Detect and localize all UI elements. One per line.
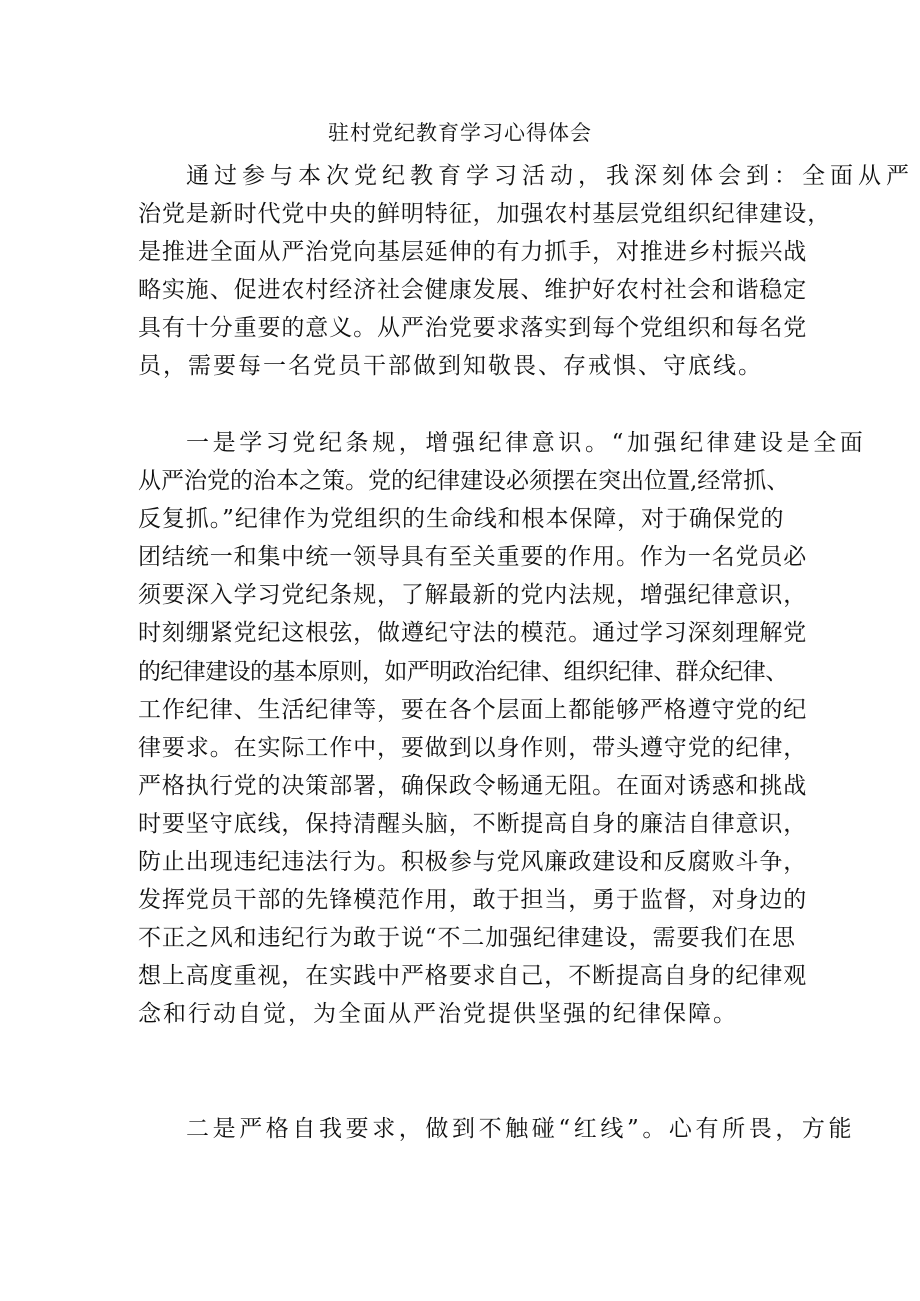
- paragraph-point-one: [138, 424, 867, 1034]
- document-title: 驻村党纪教育学习心得体会: [328, 121, 592, 145]
- text-line: 二是严格自我要求，做到不触碰“红线”。心有所畏，方能: [186, 1116, 856, 1142]
- text-line: 从严治党的治本之策。党的纪律建设必须摆在突出位置,经常抓、: [138, 468, 790, 495]
- text-line: 团结统一和集中统一领导具有至关重要的作用。作为一名党员必: [138, 544, 808, 571]
- text-line: 反复抓。”纪律作为党组织的生命线和根本保障，对于确保党的: [138, 506, 785, 533]
- text-line: 一是学习党纪条规，增强纪律意识。“加强纪律建设是全面: [186, 430, 867, 456]
- text-line: 时要坚守底线，保持清醒头脑，不断提高自身的廉洁自律意识，: [138, 810, 808, 837]
- paragraph-point-two: [138, 1110, 856, 1148]
- text-line: 不正之风和违纪行为敢于说“不二加强纪律建设，需要我们在思: [138, 925, 796, 952]
- text-line: 发挥党员干部的先锋模范作用，敢于担当，勇于监督，对身边的: [138, 887, 808, 914]
- text-line: 工作纪律、生活纪律等，要在各个层面上都能够严格遵守党的纪: [138, 696, 808, 723]
- text-line: 想上高度重视，在实践中严格要求自己，不断提高自身的纪律观: [138, 963, 808, 990]
- text-line: 是推进全面从严治党向基层延伸的有力抓手，对推进乡村振兴战: [138, 239, 808, 266]
- text-line: 念和行动自觉，为全面从严治党提供坚强的纪律保障。: [138, 1001, 738, 1028]
- text-line: 具有十分重要的意义。从严治党要求落实到每个党组织和每名党: [138, 315, 808, 342]
- paragraph-intro: [138, 157, 914, 386]
- text-line: 通过参与本次党纪教育学习活动，我深刻体会到：全面从严: [186, 163, 914, 189]
- text-line: 律要求。在实际工作中，要做到以身作则，带头遵守党的纪律，: [138, 734, 808, 761]
- text-line: 治党是新时代党中央的鲜明特征，加强农村基层党组织纪律建设，: [138, 201, 832, 228]
- text-line: 须要深入学习党纪条规，了解最新的党内法规，增强纪律意识，: [138, 582, 808, 609]
- text-line: 略实施、促进农村经济社会健康发展、维护好农村社会和谐稳定: [138, 277, 808, 304]
- text-line: 防止出现违纪违法行为。积极参与党风廉政建设和反腐败斗争，: [138, 849, 808, 876]
- text-line: 员，需要每一名党员干部做到知敬畏、存戒惧、守底线。: [138, 353, 763, 380]
- text-line: 严格执行党的决策部署，确保政令畅通无阻。在面对诱惑和挑战: [138, 772, 808, 799]
- text-line: 时刻绷紧党纪这根弦，做遵纪守法的模范。通过学习深刻理解党: [138, 620, 808, 647]
- text-line: 的纪律建设的基本原则，如严明政治纪律、组织纪律、群众纪律、: [138, 658, 788, 685]
